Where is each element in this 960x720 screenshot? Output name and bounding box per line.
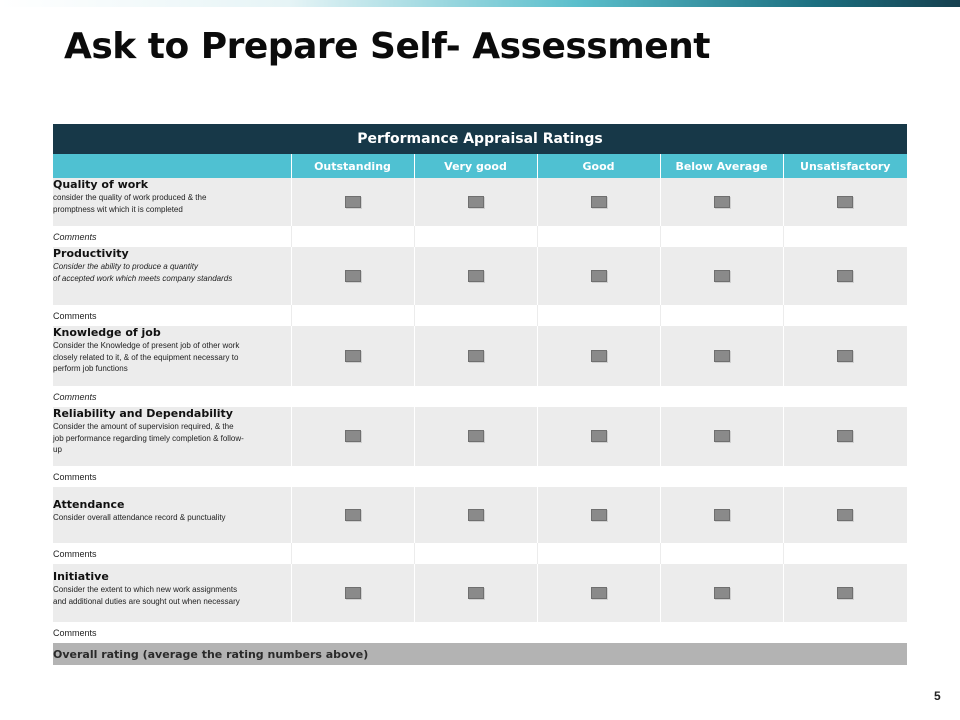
rating-cell-outstanding[interactable]: [291, 564, 414, 622]
rating-checkbox[interactable]: [837, 587, 853, 599]
criterion-cell: [53, 178, 291, 226]
rating-cell-below-average[interactable]: [660, 407, 783, 466]
criterion-description-line: Consider the extent to which new work assignments: [53, 585, 238, 594]
criterion-name: Knowledge of job: [53, 326, 161, 339]
rating-checkbox[interactable]: [468, 587, 484, 599]
rating-cell-good[interactable]: [537, 487, 660, 543]
criterion-row-reliability-and-dependability: [53, 407, 907, 466]
rating-cell-below-average[interactable]: [660, 564, 783, 622]
criterion-name: Reliability and Dependability: [53, 407, 233, 420]
comments-label[interactable]: Comments: [53, 466, 907, 487]
rating-checkbox[interactable]: [345, 196, 361, 208]
rating-checkbox[interactable]: [591, 350, 607, 362]
rating-checkbox[interactable]: [345, 430, 361, 442]
column-header-good: Good: [537, 154, 660, 178]
rating-checkbox[interactable]: [714, 350, 730, 362]
comment-cell[interactable]: [537, 226, 660, 247]
criterion-description-line: closely related to it, & of the equipment necessary to: [53, 352, 239, 362]
rating-checkbox[interactable]: [468, 509, 484, 521]
criterion-row-quality-of-work: [53, 178, 907, 226]
rating-cell-outstanding[interactable]: [291, 178, 414, 226]
criterion-cell: [53, 407, 291, 466]
criterion-description-line: Consider overall attendance record & punctuality: [53, 513, 226, 522]
rating-cell-good[interactable]: [537, 247, 660, 305]
criterion-name: Initiative: [53, 570, 109, 583]
rating-cell-good[interactable]: [537, 564, 660, 622]
rating-checkbox[interactable]: [591, 270, 607, 282]
criterion-row-productivity: [53, 247, 907, 305]
rating-checkbox[interactable]: [714, 587, 730, 599]
comments-label[interactable]: Comments: [53, 386, 907, 407]
column-header-unsatisfactory: Unsatisfactory: [783, 154, 907, 178]
rating-cell-very-good[interactable]: [414, 326, 537, 386]
slide-title: Ask to Prepare Self- Assessment: [64, 26, 710, 67]
column-header-outstanding: Outstanding: [291, 154, 414, 178]
rating-checkbox[interactable]: [591, 509, 607, 521]
rating-cell-good[interactable]: [537, 407, 660, 466]
column-header-very-good: Very good: [414, 154, 537, 178]
overall-rating-row: [53, 643, 907, 665]
rating-cell-very-good[interactable]: [414, 487, 537, 543]
comments-row: [53, 386, 907, 407]
criterion-cell: [53, 247, 291, 305]
comments-label[interactable]: Comments: [53, 226, 291, 247]
criterion-cell: [53, 487, 291, 543]
criterion-name: Quality of work: [53, 178, 149, 191]
rating-cell-very-good[interactable]: [414, 247, 537, 305]
comment-cell[interactable]: [291, 543, 414, 564]
comment-cell[interactable]: [783, 305, 907, 326]
comment-cell[interactable]: [783, 543, 907, 564]
column-header-below-average: Below Average: [660, 154, 783, 178]
criterion-cell: [53, 326, 291, 386]
criterion-row-initiative: [53, 564, 907, 622]
rating-cell-outstanding[interactable]: [291, 247, 414, 305]
rating-checkbox[interactable]: [837, 350, 853, 362]
rating-cell-unsatisfactory[interactable]: [783, 178, 907, 226]
rating-cell-unsatisfactory[interactable]: [783, 564, 907, 622]
rating-cell-very-good[interactable]: [414, 564, 537, 622]
comments-label[interactable]: Comments: [53, 305, 291, 326]
comment-cell[interactable]: [660, 226, 783, 247]
criterion-name: Attendance: [53, 498, 125, 511]
rating-checkbox[interactable]: [714, 270, 730, 282]
rating-cell-very-good[interactable]: [414, 407, 537, 466]
criterion-description-line: Consider the amount of supervision required, & the: [53, 422, 234, 431]
rating-checkbox[interactable]: [714, 196, 730, 208]
rating-cell-unsatisfactory[interactable]: [783, 247, 907, 305]
comment-cell[interactable]: [291, 305, 414, 326]
criterion-description-line: Consider the Knowledge of present job of other work: [53, 341, 240, 350]
rating-cell-below-average[interactable]: [660, 247, 783, 305]
criterion-description-line: Consider the ability to produce a quantity: [53, 262, 198, 271]
rating-checkbox[interactable]: [468, 270, 484, 282]
criterion-description-line: of accepted work which meets company standards: [53, 273, 233, 283]
rating-cell-outstanding[interactable]: [291, 407, 414, 466]
rating-checkbox[interactable]: [345, 350, 361, 362]
rating-checkbox[interactable]: [837, 509, 853, 521]
comment-cell[interactable]: [414, 305, 537, 326]
rating-checkbox[interactable]: [714, 509, 730, 521]
rating-checkbox[interactable]: [591, 587, 607, 599]
criterion-description-line: up: [53, 445, 62, 454]
comments-row: [53, 466, 907, 487]
rating-cell-unsatisfactory[interactable]: [783, 326, 907, 386]
comment-cell[interactable]: [414, 543, 537, 564]
criterion-row-attendance: [53, 487, 907, 543]
comments-row: [53, 226, 907, 247]
comment-cell[interactable]: [414, 226, 537, 247]
rating-cell-good[interactable]: [537, 178, 660, 226]
rating-checkbox[interactable]: [345, 509, 361, 521]
rating-cell-unsatisfactory[interactable]: [783, 487, 907, 543]
criterion-description-line: job performance regarding timely completion & follow-: [53, 433, 244, 443]
comment-cell[interactable]: [660, 543, 783, 564]
rating-cell-below-average[interactable]: [660, 178, 783, 226]
rating-checkbox[interactable]: [468, 430, 484, 442]
rating-checkbox[interactable]: [714, 430, 730, 442]
rating-cell-below-average[interactable]: [660, 487, 783, 543]
comment-cell[interactable]: [537, 305, 660, 326]
top-accent-bar: [0, 0, 960, 7]
rating-checkbox[interactable]: [591, 430, 607, 442]
table-header-title: Performance Appraisal Ratings: [53, 124, 907, 154]
criterion-cell: [53, 564, 291, 622]
criterion-description-line: and additional duties are sought out when necessary: [53, 596, 240, 606]
comments-label[interactable]: Comments: [53, 543, 291, 564]
rating-checkbox[interactable]: [345, 270, 361, 282]
page-number: 5: [934, 689, 941, 703]
comments-row: [53, 543, 907, 564]
comment-cell[interactable]: [537, 543, 660, 564]
criterion-name: Productivity: [53, 247, 129, 260]
comments-row: [53, 305, 907, 326]
criterion-description-line: promptness wit which it is completed: [53, 204, 183, 214]
criterion-description-line: perform job functions: [53, 364, 128, 373]
header-blank-cell: [53, 154, 291, 178]
rating-checkbox[interactable]: [837, 196, 853, 208]
comment-cell[interactable]: [783, 226, 907, 247]
comments-label[interactable]: Comments: [53, 622, 907, 643]
rating-cell-unsatisfactory[interactable]: [783, 407, 907, 466]
rating-cell-outstanding[interactable]: [291, 487, 414, 543]
criterion-row-knowledge-of-job: [53, 326, 907, 386]
rating-checkbox[interactable]: [837, 270, 853, 282]
rating-checkbox[interactable]: [468, 196, 484, 208]
rating-cell-below-average[interactable]: [660, 326, 783, 386]
appraisal-table: [53, 124, 907, 665]
comment-cell[interactable]: [291, 226, 414, 247]
rating-checkbox[interactable]: [591, 196, 607, 208]
comment-cell[interactable]: [660, 305, 783, 326]
rating-cell-outstanding[interactable]: [291, 326, 414, 386]
criterion-description-line: consider the quality of work produced & the: [53, 193, 207, 202]
overall-rating-label: Overall rating (average the rating numbers above): [53, 643, 907, 665]
rating-checkbox[interactable]: [468, 350, 484, 362]
rating-cell-very-good[interactable]: [414, 178, 537, 226]
rating-checkbox[interactable]: [345, 587, 361, 599]
rating-cell-good[interactable]: [537, 326, 660, 386]
rating-checkbox[interactable]: [837, 430, 853, 442]
comments-row: [53, 622, 907, 643]
